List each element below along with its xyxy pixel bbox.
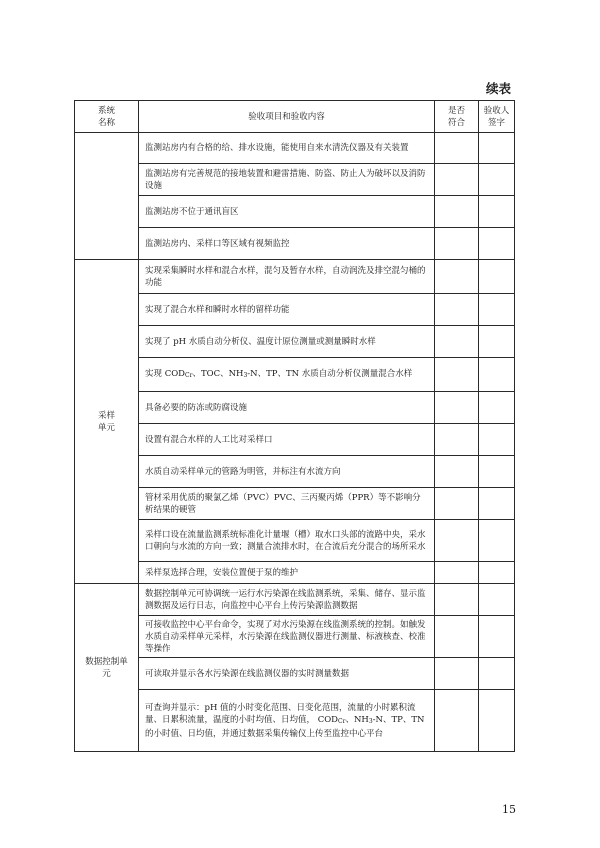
table-row: [75, 196, 515, 228]
acceptance-item: 实现 $COD_{Cr}$、TOC、$NH_3-N$、TP、TN 水质自动分析仪测量混合水样: [139, 358, 435, 392]
acceptance-item: 采样口设在流量监测系统标准化计量堰（槽）取水口头部的流路中央，采水口朝向与水流的方向一致；测量合流排水时，在合流后充分混合的场所采水: [139, 520, 435, 562]
system-name-cell: [75, 133, 139, 260]
signer-cell[interactable]: [479, 658, 515, 690]
system-name-cell: 采样 单元: [75, 260, 139, 584]
header-system-name: 系统 名称: [75, 101, 139, 133]
compliant-cell[interactable]: [435, 260, 479, 294]
compliant-cell[interactable]: [435, 133, 479, 164]
table-row: [75, 520, 515, 562]
table-row: [75, 456, 515, 488]
acceptance-item: 管材采用优质的聚氯乙烯（PVC）PVC、三丙聚丙烯（PPR）等不影响分析结果的硬管: [139, 488, 435, 520]
acceptance-table: [74, 100, 515, 752]
compliant-cell[interactable]: [435, 520, 479, 562]
signer-cell[interactable]: [479, 488, 515, 520]
signer-cell[interactable]: [479, 294, 515, 326]
signer-cell[interactable]: [479, 133, 515, 164]
table-row: [75, 260, 515, 294]
table-row: [75, 164, 515, 196]
acceptance-item: 设置有混合水样的人工比对采样口: [139, 424, 435, 456]
table-row: [75, 616, 515, 658]
signer-cell[interactable]: [479, 164, 515, 196]
signer-cell[interactable]: [479, 326, 515, 358]
compliant-cell[interactable]: [435, 616, 479, 658]
signer-cell[interactable]: [479, 424, 515, 456]
table-row: [75, 658, 515, 690]
acceptance-item: 实现采集瞬时水样和混合水样，混匀及暂存水样，自动润洗及排空混匀桶的功能: [139, 260, 435, 294]
compliant-cell[interactable]: [435, 424, 479, 456]
table-row: [75, 424, 515, 456]
compliant-cell[interactable]: [435, 164, 479, 196]
acceptance-item: 采样泵选择合理，安装位置便于泵的维护: [139, 562, 435, 584]
signer-cell[interactable]: [479, 392, 515, 424]
header-compliant: 是否 符合: [435, 101, 479, 133]
signer-cell[interactable]: [479, 562, 515, 584]
compliant-cell[interactable]: [435, 488, 479, 520]
acceptance-item: 数据控制单元可协调统一运行水污染源在线监测系统，采集、储存、显示监测数据及运行日志，向监控中心平台上传污染源监测数据: [139, 584, 435, 616]
table-row: [75, 488, 515, 520]
page-number: 15: [502, 803, 516, 816]
signer-cell[interactable]: [479, 520, 515, 562]
signer-cell[interactable]: [479, 616, 515, 658]
signer-cell[interactable]: [479, 358, 515, 392]
signer-cell[interactable]: [479, 260, 515, 294]
table-row: [75, 228, 515, 260]
acceptance-item: 可查询并显示：pH 值的小时变化范围、日变化范围，流量的小时累积流量、日累积流量，温度的小时均值、日均值， $COD_{Cr}$、$NH_3-N$、TP、TN 的小时值、日均值，并通过数据采集传输仪上传至监控中心平台: [139, 690, 435, 752]
acceptance-item: 监测站房内有合格的给、排水设施，能使用自来水清洗仪器及有关装置: [139, 133, 435, 164]
compliant-cell[interactable]: [435, 392, 479, 424]
header-content: 验收项目和验收内容: [139, 101, 435, 133]
acceptance-item: 具备必要的防冻或防腐设施: [139, 392, 435, 424]
compliant-cell[interactable]: [435, 456, 479, 488]
table-row: [75, 326, 515, 358]
signer-cell[interactable]: [479, 228, 515, 260]
signer-cell[interactable]: [479, 584, 515, 616]
acceptance-item: 监测站房有完善规范的接地装置和避雷措施、防盗、防止人为破坏以及消防设施: [139, 164, 435, 196]
table-row: [75, 690, 515, 752]
acceptance-item: 可接收监控中心平台命令，实现了对水污染源在线监测系统的控制。如触发水质自动采样单元采样，水污染源在线监测仪器进行测量、标液核查、校准等操作: [139, 616, 435, 658]
compliant-cell[interactable]: [435, 562, 479, 584]
compliant-cell[interactable]: [435, 658, 479, 690]
compliant-cell[interactable]: [435, 326, 479, 358]
compliant-cell[interactable]: [435, 294, 479, 326]
table-row: [75, 562, 515, 584]
compliant-cell[interactable]: [435, 228, 479, 260]
header-signer: 验收人 签字: [479, 101, 515, 133]
compliant-cell[interactable]: [435, 358, 479, 392]
signer-cell[interactable]: [479, 456, 515, 488]
acceptance-item: 水质自动采样单元的管路为明管，并标注有水流方向: [139, 456, 435, 488]
table-row: [75, 584, 515, 616]
table-row: [75, 133, 515, 164]
table-header-row: [75, 101, 515, 133]
table-row: [75, 294, 515, 326]
compliant-cell[interactable]: [435, 584, 479, 616]
signer-cell[interactable]: [479, 690, 515, 752]
table-row: [75, 358, 515, 392]
acceptance-item: 监测站房内、采样口等区域有视频监控: [139, 228, 435, 260]
acceptance-item: 实现了混合水样和瞬时水样的留样功能: [139, 294, 435, 326]
acceptance-item: 监测站房不位于通讯盲区: [139, 196, 435, 228]
compliant-cell[interactable]: [435, 690, 479, 752]
system-name-cell: 数据控制单 元: [75, 584, 139, 752]
acceptance-item: 实现了 pH 水质自动分析仪、温度计原位测量或测量瞬时水样: [139, 326, 435, 358]
table-row: [75, 392, 515, 424]
compliant-cell[interactable]: [435, 196, 479, 228]
signer-cell[interactable]: [479, 196, 515, 228]
continued-table-label: 续表: [486, 81, 512, 96]
acceptance-item: 可读取并显示各水污染源在线监测仪器的实时测量数据: [139, 658, 435, 690]
